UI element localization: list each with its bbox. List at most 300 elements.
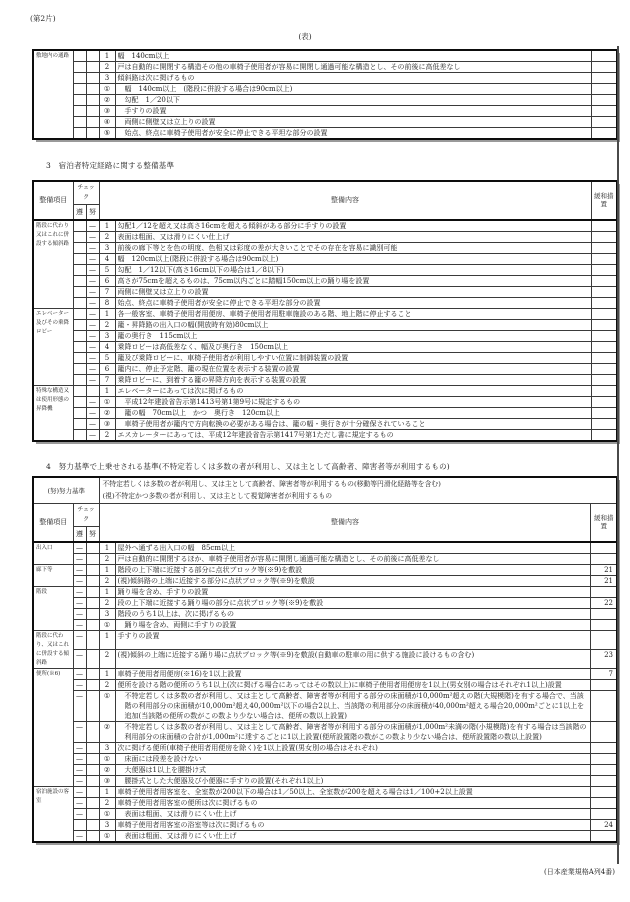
relaxation-cell bbox=[591, 786, 617, 797]
relaxation-cell bbox=[591, 407, 617, 418]
row-number-cell: ③ bbox=[99, 418, 115, 429]
table-row bbox=[33, 679, 617, 690]
table-row bbox=[33, 231, 617, 242]
relaxation-cell: 23 bbox=[591, 649, 617, 668]
table-row bbox=[33, 753, 617, 764]
effort-cell bbox=[86, 630, 99, 649]
row-number-cell: ① bbox=[99, 753, 115, 764]
table-row bbox=[33, 84, 617, 95]
content-cell: 各一般客室、車椅子使用者用便房、車椅子使用者用駐車施設のある階、地上階に停止すること bbox=[115, 308, 591, 319]
comply-cell bbox=[73, 308, 86, 319]
table-row bbox=[33, 690, 617, 721]
row-number-cell: 4 bbox=[99, 253, 115, 264]
effort-cell bbox=[86, 586, 99, 597]
content-cell: 大便器は1以上を腰掛け式 bbox=[115, 764, 591, 775]
comply-cell bbox=[73, 84, 86, 95]
content-cell: 屋外へ通ずる出入口の幅 85cm以上 bbox=[115, 542, 591, 554]
content-cell: 車椅子使用者用客室の浴室等は次に掲げるもの bbox=[115, 819, 591, 830]
effort-cell bbox=[86, 542, 99, 554]
table-row bbox=[33, 542, 617, 554]
relaxation-cell bbox=[591, 808, 617, 819]
comply-cell: — bbox=[73, 564, 86, 575]
relaxation-cell bbox=[591, 62, 617, 73]
col-header-effort: 努 bbox=[86, 205, 99, 220]
relaxation-cell bbox=[591, 775, 617, 786]
effort-cell bbox=[86, 117, 99, 128]
table-row bbox=[33, 396, 617, 407]
sheet-label: (第2片) bbox=[30, 14, 56, 23]
content-cell: 表面は粗面、又は滑りにくい仕上げ bbox=[115, 830, 591, 842]
comply-cell: — bbox=[73, 608, 86, 619]
col-header-check: チェック bbox=[73, 504, 99, 527]
relaxation-cell bbox=[591, 73, 617, 84]
table-row bbox=[33, 264, 617, 275]
relaxation-cell bbox=[591, 84, 617, 95]
row-number-cell: 2 bbox=[99, 597, 115, 608]
relaxation-cell bbox=[591, 797, 617, 808]
row-number-cell: 1 bbox=[99, 308, 115, 319]
content-cell: 不特定若しくは多数の者が利用し、又は主として高齢者、障害者等が利用する部分の床面積が10,000m²超えの階(大規模階)を有する場合で、当該階の利用部分の床面積が10,000m²超え40,000m²以下の場合2以上、当該階の利用部分の床面積が40,000m²超える場合20,000m²ごとに1以上を追加(当該階の便所の数がこの数より少ない場合は、便所の数以上設置) bbox=[115, 690, 591, 721]
row-number-cell: 2 bbox=[99, 319, 115, 330]
relaxation-cell bbox=[591, 50, 617, 62]
table-row bbox=[33, 286, 617, 297]
content-cell: 不特定若しくは多数の者が利用し、又は主として高齢者、障害者等が利用する部分の床面積が1,000m²未満の階(小規模階)を有する場合は当該階の利用部分の床面積の合計が1,000m²に達するごとに1以上設置(便所設置階の数がこの数より少ない場合は、便所設置階の数以上設置) bbox=[115, 721, 591, 742]
row-number-cell: 1 bbox=[99, 542, 115, 554]
comply-cell bbox=[73, 73, 86, 84]
row-number-cell: 5 bbox=[99, 352, 115, 363]
content-cell: 幅 140cm以上 (階段に併設する場合は90cm以上) bbox=[115, 84, 591, 95]
content-cell: 踊り場を含め、両側に手すりの設置 bbox=[115, 619, 591, 630]
row-number-cell: ③ bbox=[99, 775, 115, 786]
content-cell: 戸は自動的に開閉する構造その他の車椅子使用者が容易に開閉し通過可能な構造とし、その前後に高低差なし bbox=[115, 62, 591, 73]
row-number-cell: 1 bbox=[99, 668, 115, 679]
row-number-cell: ① bbox=[99, 396, 115, 407]
effort-cell bbox=[86, 742, 99, 753]
content-cell: 幅 120cm以上(階段に併設する場合は90cm以上) bbox=[115, 253, 591, 264]
comply-cell: — bbox=[73, 690, 86, 721]
comply-cell bbox=[73, 286, 86, 297]
comply-cell bbox=[73, 231, 86, 242]
row-number-cell: 6 bbox=[99, 275, 115, 286]
content-cell: (視)傾斜路の上端に近接する部分に点状ブロック等(※9)を敷設 bbox=[115, 575, 591, 586]
relaxation-cell bbox=[591, 553, 617, 564]
relaxation-cell bbox=[591, 95, 617, 106]
effort-cell: — bbox=[86, 330, 99, 341]
item-cell: エレベーター及びその乗降ロビー bbox=[33, 308, 73, 385]
row-number-cell: 5 bbox=[99, 264, 115, 275]
col-header-content: 整備内容 bbox=[99, 504, 591, 542]
lodger-specified-route-table bbox=[32, 180, 618, 442]
row-number-cell: 2 bbox=[99, 797, 115, 808]
content-cell: 勾配1／12を超え又は高さ16cmを超える傾斜がある部分に手すりの設置 bbox=[115, 220, 591, 232]
relaxation-cell bbox=[591, 242, 617, 253]
table-row bbox=[33, 341, 617, 352]
relaxation-cell bbox=[591, 286, 617, 297]
relaxation-cell bbox=[591, 275, 617, 286]
effort-cell bbox=[86, 553, 99, 564]
comply-cell: — bbox=[73, 542, 86, 554]
relaxation-cell bbox=[591, 319, 617, 330]
comply-cell: — bbox=[73, 786, 86, 797]
content-cell: 車椅子使用者用便房(※16)を1以上設置 bbox=[115, 668, 591, 679]
table-row bbox=[33, 117, 617, 128]
row-number-cell: 1 bbox=[99, 385, 115, 396]
content-cell: 両側に側壁又は立上りの設置 bbox=[115, 286, 591, 297]
comply-cell: — bbox=[73, 630, 86, 649]
comply-cell: — bbox=[73, 797, 86, 808]
effort-cell bbox=[86, 608, 99, 619]
row-number-cell: 1 bbox=[99, 630, 115, 649]
effort-cell: — bbox=[86, 341, 99, 352]
preamble-label: (努)努力基準 bbox=[33, 477, 99, 504]
effort-cell bbox=[86, 690, 99, 721]
item-cell: 廊下等 bbox=[33, 564, 73, 586]
effort-cell bbox=[86, 84, 99, 95]
comply-cell bbox=[73, 95, 86, 106]
comply-cell bbox=[73, 128, 86, 140]
table-row bbox=[33, 253, 617, 264]
relaxation-cell bbox=[591, 690, 617, 721]
row-number-cell: ④ bbox=[99, 117, 115, 128]
effort-cell bbox=[86, 385, 99, 396]
table-row bbox=[33, 407, 617, 418]
comply-cell bbox=[73, 275, 86, 286]
table-row bbox=[33, 418, 617, 429]
comply-cell: — bbox=[73, 721, 86, 742]
comply-cell bbox=[73, 242, 86, 253]
comply-cell: — bbox=[73, 764, 86, 775]
content-cell: 籠・昇降路の出入口の幅(開放時有効)80cm以上 bbox=[115, 319, 591, 330]
row-number-cell: ② bbox=[99, 95, 115, 106]
relaxation-cell bbox=[591, 308, 617, 319]
effort-cell: — bbox=[86, 242, 99, 253]
table-row bbox=[33, 374, 617, 385]
effort-cell: — bbox=[86, 275, 99, 286]
content-cell: 高さが75cmを超えるものは、75cm以内ごとに踏幅150cm以上の踊り場を設置 bbox=[115, 275, 591, 286]
content-cell: 始点、終点に車椅子使用者が安全に停止できる平坦な部分の設置 bbox=[115, 297, 591, 308]
content-cell: 平成12年建設省告示第1413号第1第9号に規定するもの bbox=[115, 396, 591, 407]
content-cell: 階段のうち1以上は、次に掲げるもの bbox=[115, 608, 591, 619]
relaxation-cell bbox=[591, 128, 617, 140]
table-row bbox=[33, 62, 617, 73]
effort-cell bbox=[86, 668, 99, 679]
row-number-cell: 3 bbox=[99, 330, 115, 341]
table-row bbox=[33, 721, 617, 742]
table-row bbox=[33, 742, 617, 753]
row-number-cell: ③ bbox=[99, 106, 115, 117]
table-row bbox=[33, 797, 617, 808]
table-caption: (表) bbox=[298, 32, 312, 41]
effort-cell bbox=[86, 50, 99, 62]
col-header-comply: 遵 bbox=[73, 205, 86, 220]
col-header-content: 整備内容 bbox=[99, 181, 591, 220]
effort-cell: — bbox=[86, 297, 99, 308]
relaxation-cell bbox=[591, 253, 617, 264]
effort-cell bbox=[86, 73, 99, 84]
table-row bbox=[33, 297, 617, 308]
table-row bbox=[33, 319, 617, 330]
comply-cell bbox=[73, 106, 86, 117]
effort-cell bbox=[86, 797, 99, 808]
row-number-cell: 2 bbox=[99, 553, 115, 564]
table-row bbox=[33, 764, 617, 775]
table-row bbox=[33, 608, 617, 619]
relaxation-cell bbox=[591, 297, 617, 308]
comply-cell bbox=[73, 363, 86, 374]
content-cell: 表面は粗面、又は滑りにくい仕上げ bbox=[115, 808, 591, 819]
relaxation-cell bbox=[591, 220, 617, 232]
content-cell: 車椅子使用者が籠内で方向転換の必要がある場合は、籠の幅・奥行きが十分確保されていること bbox=[115, 418, 591, 429]
comply-cell: — bbox=[73, 830, 86, 842]
header-row-1 bbox=[33, 504, 617, 527]
content-cell: 前後の廊下等とを色の明度、色相又は彩度の差が大きいことでその存在を容易に識別可能 bbox=[115, 242, 591, 253]
relaxation-cell: 7 bbox=[591, 668, 617, 679]
relaxation-cell: 24 bbox=[591, 819, 617, 830]
comply-cell bbox=[73, 319, 86, 330]
content-cell: 踊り場を含め、手すりの設置 bbox=[115, 586, 591, 597]
row-number-cell: 1 bbox=[99, 220, 115, 232]
comply-cell: — bbox=[73, 597, 86, 608]
comply-cell: — bbox=[73, 619, 86, 630]
table-row bbox=[33, 775, 617, 786]
table-row bbox=[33, 330, 617, 341]
row-number-cell: ① bbox=[99, 830, 115, 842]
table-row bbox=[33, 242, 617, 253]
effort-cell: — bbox=[86, 396, 99, 407]
relaxation-cell bbox=[591, 330, 617, 341]
row-number-cell: 7 bbox=[99, 374, 115, 385]
row-number-cell: 2 bbox=[99, 231, 115, 242]
table-row bbox=[33, 649, 617, 668]
table-row bbox=[33, 128, 617, 140]
row-number-cell: ① bbox=[99, 619, 115, 630]
comply-cell: — bbox=[73, 649, 86, 668]
effort-cell bbox=[86, 95, 99, 106]
effort-cell: — bbox=[86, 407, 99, 418]
row-number-cell: ② bbox=[99, 721, 115, 742]
table-row bbox=[33, 363, 617, 374]
table-row bbox=[33, 553, 617, 564]
row-number-cell: 1 bbox=[99, 786, 115, 797]
comply-cell: — bbox=[73, 775, 86, 786]
relaxation-cell bbox=[591, 429, 617, 441]
item-cell: 階段に代わり又はこれに併設する傾斜路 bbox=[33, 220, 73, 309]
table-row bbox=[33, 830, 617, 842]
relaxation-cell bbox=[591, 117, 617, 128]
comply-cell: — bbox=[73, 586, 86, 597]
effort-cell bbox=[86, 106, 99, 117]
col-header-relaxation: 緩和措置 bbox=[591, 504, 617, 542]
preamble-row bbox=[33, 477, 617, 504]
comply-cell bbox=[73, 50, 86, 62]
effort-cell: — bbox=[86, 429, 99, 441]
table-row bbox=[33, 73, 617, 84]
comply-cell bbox=[73, 220, 86, 232]
relaxation-cell bbox=[591, 608, 617, 619]
item-cell: 便所(※6) bbox=[33, 668, 73, 786]
relaxation-cell bbox=[591, 753, 617, 764]
effort-cell bbox=[86, 62, 99, 73]
comply-cell: — bbox=[73, 742, 86, 753]
comply-cell bbox=[73, 117, 86, 128]
table-row bbox=[33, 352, 617, 363]
row-number-cell: 3 bbox=[99, 608, 115, 619]
content-cell: 両側に側壁又は立上りの設置 bbox=[115, 117, 591, 128]
effort-cell bbox=[86, 721, 99, 742]
row-number-cell: ① bbox=[99, 690, 115, 721]
table-row bbox=[33, 564, 617, 575]
relaxation-cell bbox=[591, 396, 617, 407]
comply-cell bbox=[73, 253, 86, 264]
col-header-relaxation: 緩和措置 bbox=[591, 181, 617, 220]
comply-cell bbox=[73, 341, 86, 352]
effort-standard-table bbox=[32, 476, 618, 843]
comply-cell: — bbox=[73, 575, 86, 586]
content-cell: 床面には段差を設けない bbox=[115, 753, 591, 764]
item-cell: 宿泊施設の客室 bbox=[33, 786, 73, 842]
effort-cell bbox=[86, 819, 99, 830]
content-cell: 始点、終点に車椅子使用者が安全に停止できる平坦な部分の設置 bbox=[115, 128, 591, 140]
row-number-cell: 3 bbox=[99, 73, 115, 84]
comply-cell bbox=[73, 819, 86, 830]
item-cell: 出入口 bbox=[33, 542, 73, 565]
table-row bbox=[33, 50, 617, 62]
row-number-cell: 6 bbox=[99, 363, 115, 374]
table-row bbox=[33, 220, 617, 232]
relaxation-cell: 21 bbox=[591, 564, 617, 575]
effort-cell: — bbox=[86, 286, 99, 297]
content-cell: 戸は自動的に開閉するほか、車椅子使用者が容易に開閉し通過可能な構造とし、その前後に高低差なし bbox=[115, 553, 591, 564]
effort-cell bbox=[86, 753, 99, 764]
content-cell: 手すりの設置 bbox=[115, 106, 591, 117]
content-cell: エスカレーターにあっては、平成12年建設省告示第1417号第1ただし書に規定するもの bbox=[115, 429, 591, 441]
table-row bbox=[33, 275, 617, 286]
comply-cell bbox=[73, 374, 86, 385]
table-row bbox=[33, 808, 617, 819]
content-cell: 車椅子使用者用客室の便所は次に掲げるもの bbox=[115, 797, 591, 808]
relaxation-cell: 22 bbox=[591, 597, 617, 608]
col-header-effort: 努 bbox=[86, 527, 99, 542]
effort-cell: — bbox=[86, 374, 99, 385]
relaxation-cell bbox=[591, 630, 617, 649]
effort-cell bbox=[86, 619, 99, 630]
content-cell: 段の上下端に近接する踊り場の部分に点状ブロック等(※9)を敷設 bbox=[115, 597, 591, 608]
table-row bbox=[33, 429, 617, 441]
effort-cell: — bbox=[86, 231, 99, 242]
comply-cell: — bbox=[73, 753, 86, 764]
section4-title: 4 努力基準で上乗せされる基準(不特定若しくは多数の者が利用し、又は主として高齢者、障害者等が利用するもの) bbox=[46, 462, 450, 471]
row-number-cell: 1 bbox=[99, 586, 115, 597]
content-cell: 傾斜路は次に掲げるもの bbox=[115, 73, 591, 84]
effort-cell bbox=[86, 597, 99, 608]
relaxation-cell bbox=[591, 679, 617, 690]
row-number-cell: 1 bbox=[99, 564, 115, 575]
table-row bbox=[33, 597, 617, 608]
relaxation-cell bbox=[591, 341, 617, 352]
content-cell: 乗降ロビーは高低差なく、幅及び奥行き 150cm以上 bbox=[115, 341, 591, 352]
content-cell: 籠の幅 70cm以上 かつ 奥行き 120cm以上 bbox=[115, 407, 591, 418]
paper-size-note: (日本産業規格A列4番) bbox=[544, 868, 615, 876]
item-cell: 階段に代わり、又はこれに併設する傾斜路 bbox=[33, 630, 73, 668]
content-cell: (視)傾斜の上端に近接する踊り場に点状ブロック等(※9)を敷設(自動車の駐車の用に供する施設に設けるもの含む) bbox=[115, 649, 591, 668]
content-cell: 車椅子使用者用客室を、全室数が200以下の場合は1／50以上、全室数が200を超える場合は1／100+2以上設置 bbox=[115, 786, 591, 797]
row-number-cell: ② bbox=[99, 764, 115, 775]
content-cell: エレベーターにあっては次に掲げるもの bbox=[115, 385, 591, 396]
comply-cell: — bbox=[73, 553, 86, 564]
effort-cell: — bbox=[86, 253, 99, 264]
content-cell: 階段の上下端に近接する部分に点状ブロック等(※9)を敷設 bbox=[115, 564, 591, 575]
preamble-text: 不特定若しくは多数の者が利用し、又は主として高齢者、障害者等が利用するもの(移動等円滑化経路等を含む) (視)不特定かつ多数の者が利用し、又は主として視覚障害者が利用するもの bbox=[99, 477, 617, 504]
item-cell: 階段 bbox=[33, 586, 73, 630]
relaxation-cell bbox=[591, 586, 617, 597]
table-row bbox=[33, 385, 617, 396]
effort-cell: — bbox=[86, 220, 99, 232]
table-row bbox=[33, 106, 617, 117]
row-number-cell: 1 bbox=[99, 50, 115, 62]
row-number-cell: 2 bbox=[99, 679, 115, 690]
row-number-cell: 3 bbox=[99, 819, 115, 830]
effort-cell: — bbox=[86, 363, 99, 374]
comply-cell bbox=[73, 352, 86, 363]
relaxation-cell bbox=[591, 106, 617, 117]
comply-cell bbox=[73, 429, 86, 441]
effort-cell: — bbox=[86, 418, 99, 429]
content-cell: 次に掲げる便所(車椅子使用者用便房を除く)を1以上設置(男女別の場合はそれぞれ) bbox=[115, 742, 591, 753]
effort-cell: — bbox=[86, 264, 99, 275]
content-cell: 表面は粗面、又は滑りにくい仕上げ bbox=[115, 231, 591, 242]
comply-cell bbox=[73, 385, 86, 396]
table-row bbox=[33, 586, 617, 597]
comply-cell bbox=[73, 62, 86, 73]
comply-cell bbox=[73, 297, 86, 308]
effort-cell bbox=[86, 786, 99, 797]
comply-cell: — bbox=[73, 668, 86, 679]
content-cell: 籠及び乗降ロビーに、車椅子使用者が利用しやすい位置に制御装置の設置 bbox=[115, 352, 591, 363]
relaxation-cell bbox=[591, 742, 617, 753]
row-number-cell: 3 bbox=[99, 742, 115, 753]
relaxation-cell bbox=[591, 231, 617, 242]
col-header-item: 整備項目 bbox=[33, 181, 73, 220]
comply-cell bbox=[73, 330, 86, 341]
content-cell: 幅 140cm以上 bbox=[115, 50, 591, 62]
relaxation-cell bbox=[591, 385, 617, 396]
content-cell: 籠の奥行き 115cm以上 bbox=[115, 330, 591, 341]
relaxation-cell bbox=[591, 264, 617, 275]
relaxation-cell bbox=[591, 764, 617, 775]
col-header-item: 整備項目 bbox=[33, 504, 73, 542]
table-row bbox=[33, 575, 617, 586]
table-row bbox=[33, 819, 617, 830]
content-cell: 勾配 1／12以下(高さ16cm以下の場合は1／8以下) bbox=[115, 264, 591, 275]
comply-cell bbox=[73, 264, 86, 275]
relaxation-cell bbox=[591, 374, 617, 385]
row-number-cell: 8 bbox=[99, 297, 115, 308]
content-cell: 便所を設ける階の便所のうち1以上(次に掲げる場合にあってはその数以上)に車椅子使用者用便房を1以上(男女別の場合はそれぞれ1以上)設置 bbox=[115, 679, 591, 690]
content-cell: 乗降ロビーに、到着する籠の昇降方向を表示する装置の設置 bbox=[115, 374, 591, 385]
comply-cell: — bbox=[73, 679, 86, 690]
row-number-cell: ① bbox=[99, 808, 115, 819]
item-cell: 敷地内の通路 bbox=[33, 50, 73, 139]
effort-cell bbox=[86, 775, 99, 786]
effort-cell bbox=[86, 679, 99, 690]
header-row-1 bbox=[33, 181, 617, 205]
table-row bbox=[33, 308, 617, 319]
effort-cell: — bbox=[86, 352, 99, 363]
table-row bbox=[33, 786, 617, 797]
row-number-cell: ⑤ bbox=[99, 128, 115, 140]
relaxation-cell bbox=[591, 542, 617, 554]
content-cell: 腰掛式とした大便器及び小便器に手すりの設置(それぞれ1以上) bbox=[115, 775, 591, 786]
